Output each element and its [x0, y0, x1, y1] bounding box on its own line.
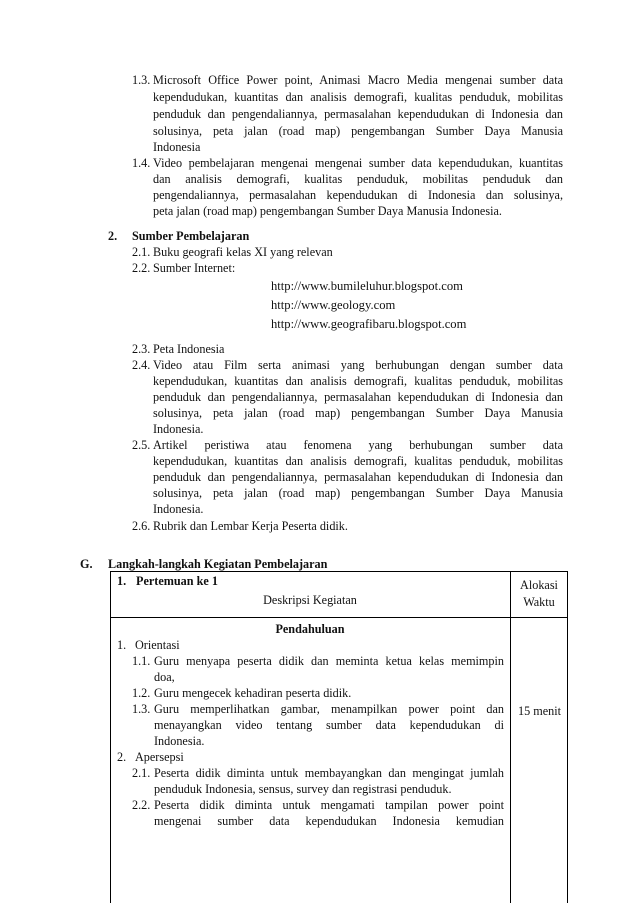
item-text: Buku geografi kelas XI yang relevan — [153, 245, 333, 259]
item-text: Rubrik dan Lembar Kerja Peserta didik. — [153, 519, 348, 533]
substep-line: mengenai sumber data kependudukan Indonesia kemudian — [154, 814, 504, 828]
table-header-allocation: Alokasi — [520, 578, 558, 592]
section-number: 2. — [108, 229, 118, 243]
item-line: solusinya, peta jalan (road map) pengembangan Sumber Daya Manusia — [153, 486, 563, 500]
item-line: Video pembelajaran mengenai mengenai sumber data kependudukan, kuantitas — [153, 156, 563, 170]
substep-line: Guru memperlihatkan gambar, menampilkan power point dan — [154, 702, 504, 716]
substep-number: 1.1. — [132, 654, 151, 668]
item-number: 2.3. — [132, 342, 151, 356]
table-border-top — [110, 571, 568, 572]
substep-number: 2.1. — [132, 766, 151, 780]
item-line: kependudukan, kuantitas dan analisis demografi, kualitas penduduk, mobilitas — [153, 90, 563, 104]
step-title: Orientasi — [135, 638, 180, 652]
substep-number: 1.2. — [132, 686, 151, 700]
item-number: 2.6. — [132, 519, 151, 533]
item-number: 2.4. — [132, 358, 151, 372]
item-line: penduduk dan pengendaliannya, permasalahan kependudukan di Indonesia dan — [153, 470, 563, 484]
url-link[interactable]: http://www.geology.com — [271, 298, 396, 312]
item-line: Video atau Film serta animasi yang berhubungan dengan sumber data — [153, 358, 563, 372]
step-number: 2. — [117, 750, 127, 764]
item-number: 2.2. — [132, 261, 151, 275]
substep-line: penduduk Indonesia, sensus, survey dan registrasi penduduk. — [154, 782, 452, 796]
substep-number: 1.3. — [132, 702, 151, 716]
substep-line: Indonesia. — [154, 734, 205, 748]
time-allocation: 15 menit — [518, 704, 561, 718]
substep-line: menayangkan video tentang sumber data kependudukan di — [154, 718, 504, 732]
step-number: 1. — [117, 638, 127, 652]
item-number: 2.1. — [132, 245, 151, 259]
item-line: dan analisis demografi, kualitas penduduk, mobilitas penduduk dan — [153, 172, 563, 186]
item-line: Indonesia. — [153, 502, 204, 516]
table-header-divider — [110, 617, 568, 618]
item-line: penduduk dan pengendaliannya, permasalahan kependudukan di Indonesia dan — [153, 107, 563, 121]
item-line: Indonesia. — [153, 422, 204, 436]
substep-line: Guru mengecek kehadiran peserta didik. — [154, 686, 352, 700]
table-header-time: Waktu — [523, 595, 555, 609]
table-border-left — [110, 571, 111, 903]
section-letter: G. — [80, 557, 93, 571]
item-line: kependudukan, kuantitas dan analisis demografi, kualitas penduduk, mobilitas — [153, 374, 563, 388]
item-line: Indonesia — [153, 140, 201, 154]
substep-line: Peserta didik diminta untuk membayangkan dan mengingat jumlah — [154, 766, 504, 780]
substep-number: 2.2. — [132, 798, 151, 812]
substep-line: doa, — [154, 670, 175, 684]
substep-line: Guru menyapa peserta didik dan meminta ketua kelas memimpin — [154, 654, 504, 668]
item-line: kependudukan, kuantitas dan analisis demografi, kualitas penduduk, mobilitas — [153, 454, 563, 468]
table-border-right — [567, 571, 568, 903]
item-line: solusinya, peta jalan (road map) pengembangan Sumber Daya Manusia — [153, 406, 563, 420]
item-line: Artikel peristiwa atau fenomena yang berhubungan sumber data — [153, 438, 563, 452]
item-line: peta jalan (road map) pengembangan Sumber Daya Manusia Indonesia. — [153, 204, 502, 218]
item-text: Peta Indonesia — [153, 342, 225, 356]
item-line: solusinya, peta jalan (road map) pengembangan Sumber Daya Manusia — [153, 124, 563, 138]
item-line: penduduk dan pengendaliannya, permasalahan kependudukan di Indonesia dan — [153, 390, 563, 404]
url-link[interactable]: http://www.bumileluhur.blogspot.com — [271, 279, 463, 293]
item-text: Sumber Internet: — [153, 261, 236, 275]
item-number: 1.3. — [132, 73, 151, 87]
table-column-divider — [510, 571, 511, 903]
substep-line: Peserta didik diminta untuk mengamati tampilan power point — [154, 798, 504, 812]
url-link[interactable]: http://www.geografibaru.blogspot.com — [271, 317, 467, 331]
meeting-number: 1. — [117, 574, 127, 588]
section-title: Langkah-langkah Kegiatan Pembelajaran — [108, 557, 328, 571]
table-header-description: Deskripsi Kegiatan — [263, 593, 357, 607]
phase-title: Pendahuluan — [275, 622, 345, 636]
item-number: 2.5. — [132, 438, 151, 452]
item-line: pengendaliannya, permasalahan kependudukan di Indonesia dan solusinya, — [153, 188, 563, 202]
section-title: Sumber Pembelajaran — [132, 229, 250, 243]
step-title: Apersepsi — [135, 750, 184, 764]
item-line: Microsoft Office Power point, Animasi Macro Media mengenai sumber data — [153, 73, 563, 87]
meeting-title: Pertemuan ke 1 — [136, 574, 218, 588]
item-number: 1.4. — [132, 156, 151, 170]
